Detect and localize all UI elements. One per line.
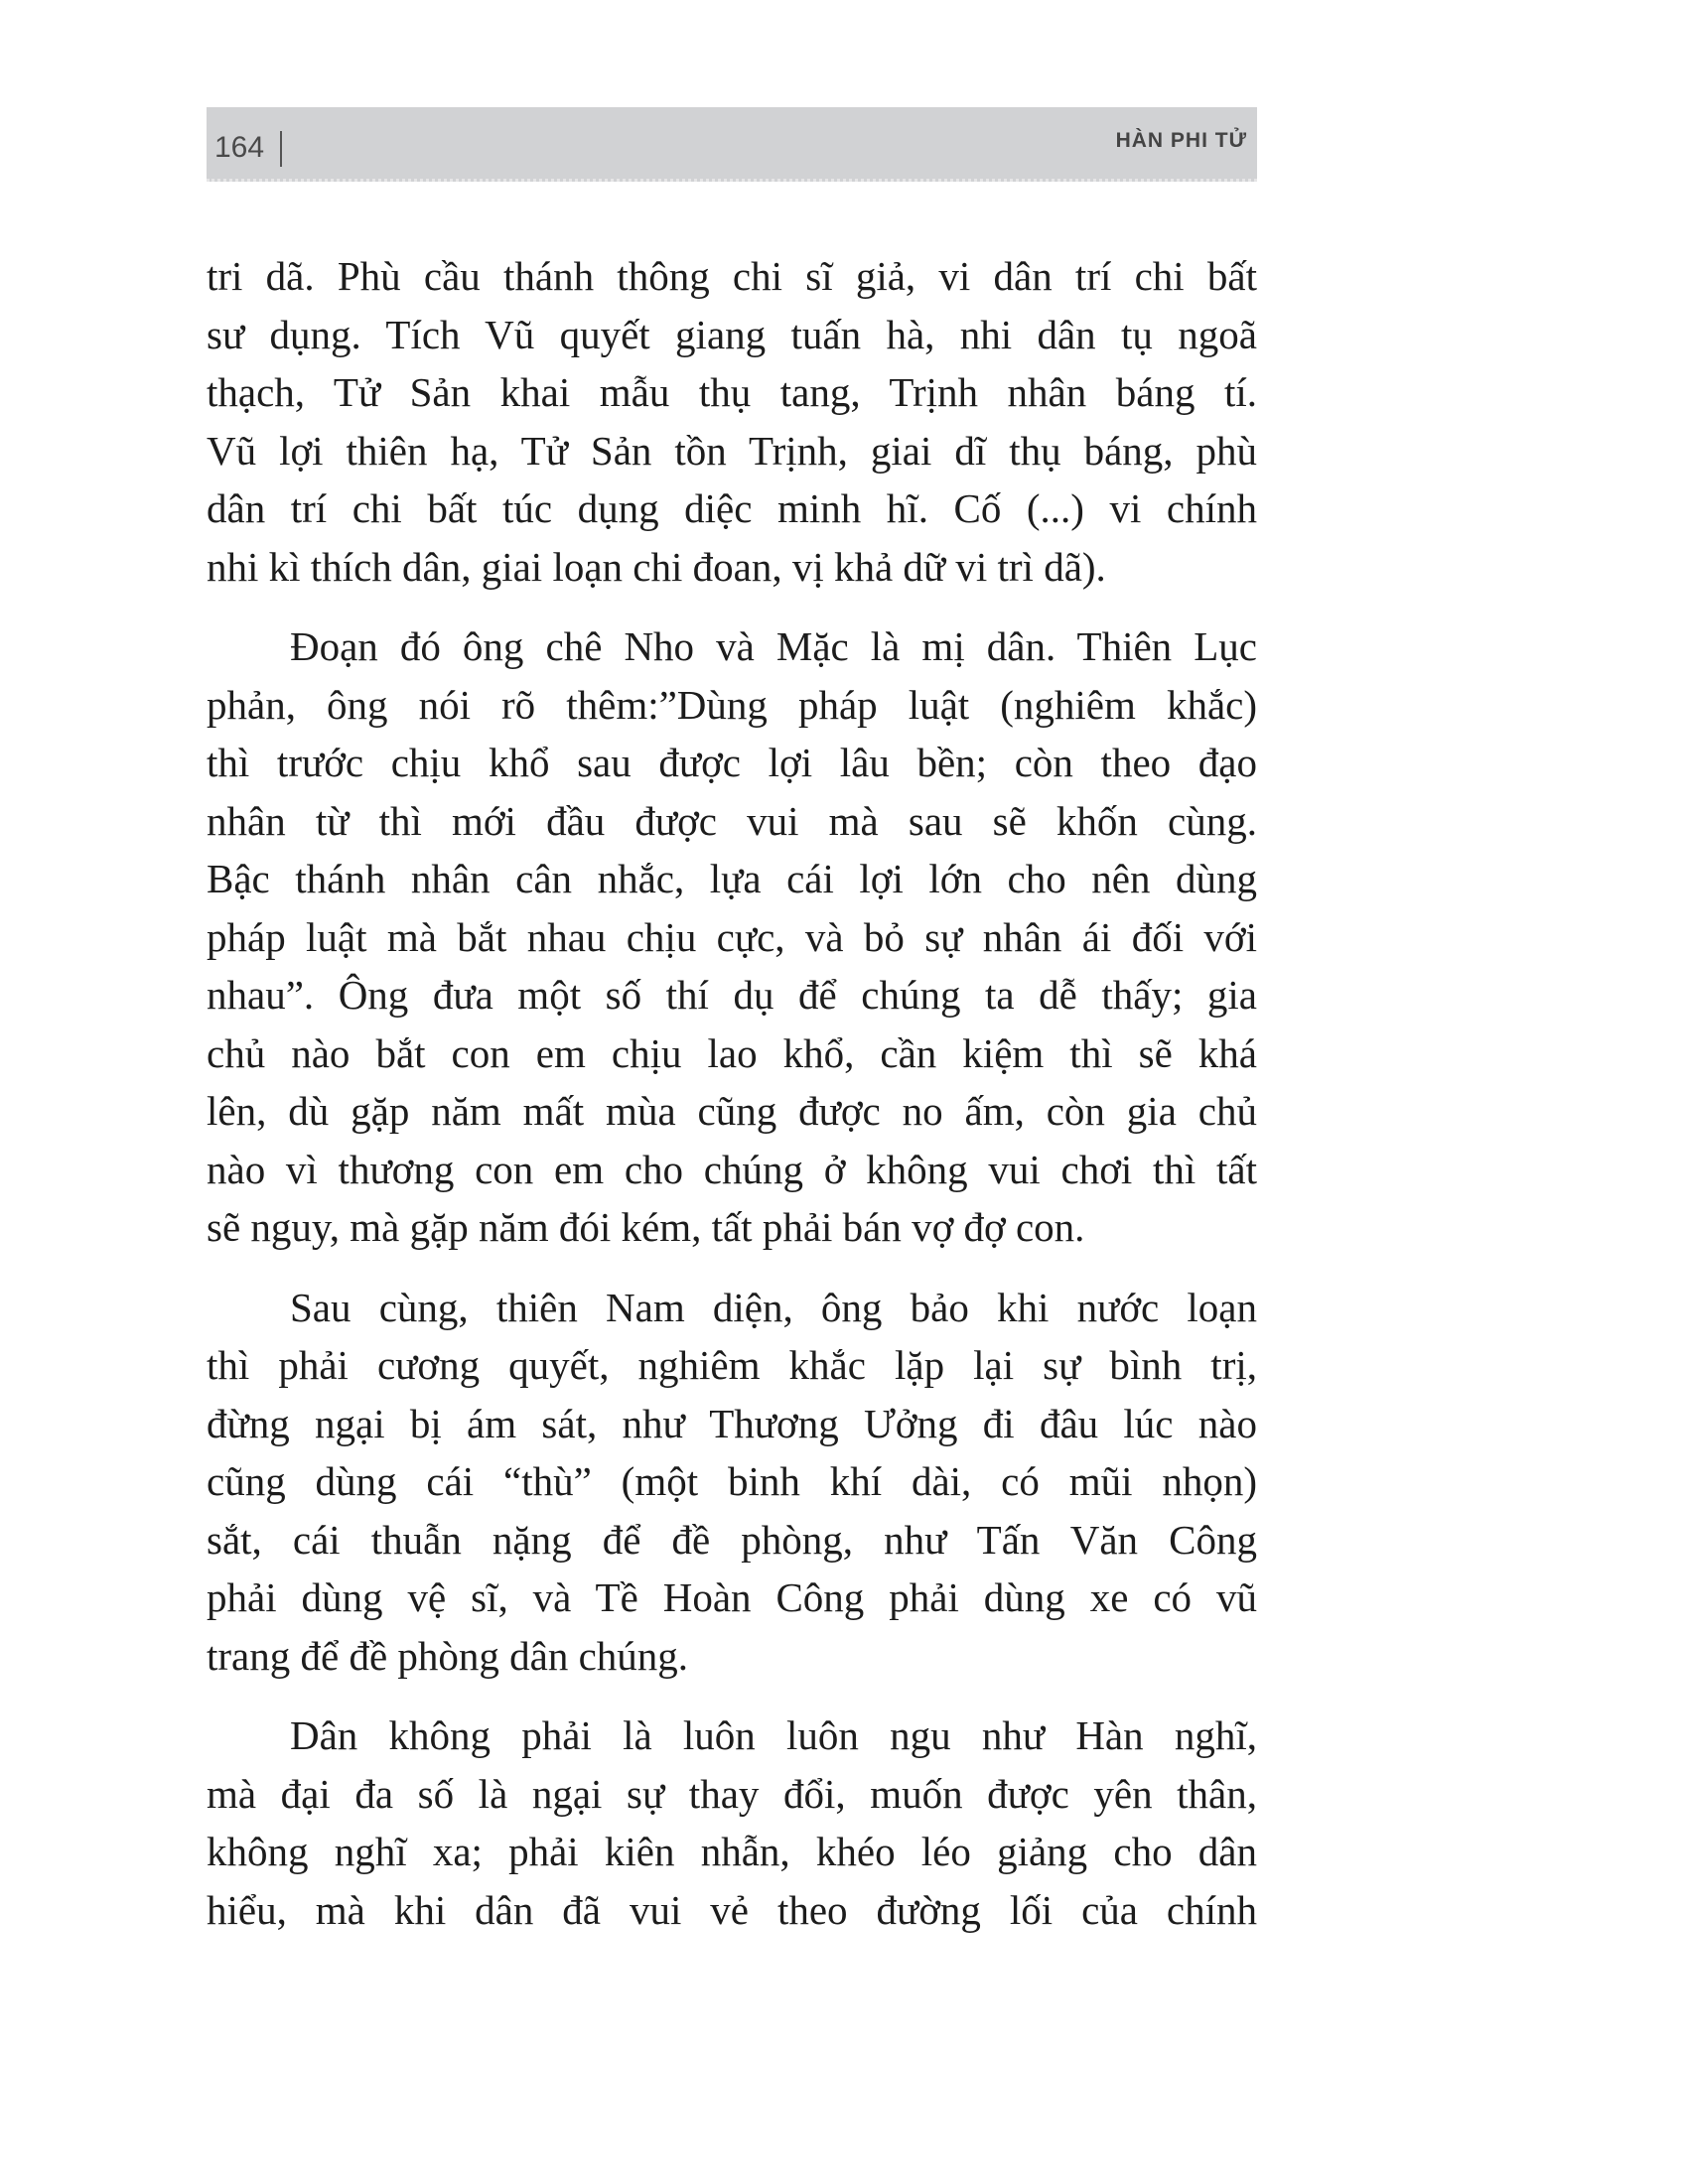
text-line: Sau cùng, thiên Nam diện, ông bảo khi nước loạn xyxy=(290,1284,1257,1330)
text-line: thì trước chịu khổ sau được lợi lâu bền; còn theo đạo xyxy=(207,740,1257,785)
text-line: sắt, cái thuẫn nặng để đề phòng, như Tấn Văn Công xyxy=(207,1516,1257,1563)
text-line: trang để đề phòng dân chúng. xyxy=(207,1632,689,1679)
text-line: thạch, Tử Sản khai mẫu thụ tang, Trịnh nhân báng tí. xyxy=(207,369,1257,415)
text-line: sư dụng. Tích Vũ quyết giang tuấn hà, nhi dân tụ ngoã xyxy=(207,311,1257,357)
text-line: cũng dùng cái “thù” (một binh khí dài, có mũi nhọn) xyxy=(207,1458,1257,1504)
text-line: mà đại đa số là ngại sự thay đổi, muốn được yên thân, xyxy=(207,1770,1257,1817)
text-line: pháp luật mà bắt nhau chịu cực, và bỏ sự nhân ái đối với xyxy=(207,913,1257,960)
text-line: nhau”. Ông đưa một số thí dụ để chúng ta dễ thấy; gia xyxy=(207,972,1257,1018)
header-divider xyxy=(280,131,282,167)
paragraph xyxy=(207,1279,1257,1686)
text-line: Bậc thánh nhân cân nhắc, lựa cái lợi lớn cho nên dùng xyxy=(207,856,1257,901)
text-line: Vũ lợi thiên hạ, Tử Sản tồn Trịnh, giai dĩ thụ báng, phù xyxy=(207,427,1257,474)
running-title: HÀN PHI TỬ xyxy=(1115,129,1247,152)
text-line: phản, ông nói rõ thêm:”Dùng pháp luật (nghiêm khắc) xyxy=(207,681,1257,728)
text-line: đừng ngại bị ám sát, như Thương Ưởng đi đâu lúc nào xyxy=(207,1400,1257,1446)
text-line: phải dùng vệ sĩ, và Tề Hoàn Công phải dùng xe có vũ xyxy=(207,1574,1257,1620)
running-header xyxy=(207,107,1257,182)
text-line: nhi kì thích dân, giai loạn chi đoan, vị khả dữ vi trì dã). xyxy=(207,543,1106,590)
text-line: nhân từ thì mới đầu được vui mà sau sẽ khốn cùng. xyxy=(207,797,1257,844)
text-line: thì phải cương quyết, nghiêm khắc lặp lại sự bình trị, xyxy=(207,1342,1257,1388)
paragraph xyxy=(207,1706,1257,1939)
text-line: lên, dù gặp năm mất mùa cũng được no ấm, còn gia chủ xyxy=(207,1088,1257,1134)
paragraph xyxy=(207,247,1257,596)
text-line: sẽ nguy, mà gặp năm đói kém, tất phải bán vợ đợ con. xyxy=(207,1204,1085,1250)
text-line: Dân không phải là luôn luôn ngu như Hàn nghĩ, xyxy=(290,1712,1257,1758)
text-line: hiểu, mà khi dân đã vui vẻ theo đường lối của chính xyxy=(207,1886,1257,1933)
text-line: tri dã. Phù cầu thánh thông chi sĩ giả, vi dân trí chi bất xyxy=(207,253,1257,299)
page-number: 164 xyxy=(214,131,265,164)
body-text xyxy=(207,247,1257,1961)
text-line: chủ nào bắt con em chịu lao khổ, cần kiệm thì sẽ khá xyxy=(207,1029,1257,1076)
text-line: không nghĩ xa; phải kiên nhẫn, khéo léo giảng cho dân xyxy=(207,1829,1257,1874)
text-line: dân trí chi bất túc dụng diệc minh hĩ. Cố (...) vi chính xyxy=(207,485,1257,531)
paragraph xyxy=(207,617,1257,1257)
text-line: nào vì thương con em cho chúng ở không vui chơi thì tất xyxy=(207,1146,1257,1192)
text-line: Đoạn đó ông chê Nho và Mặc là mị dân. Thiên Lục xyxy=(290,623,1257,669)
